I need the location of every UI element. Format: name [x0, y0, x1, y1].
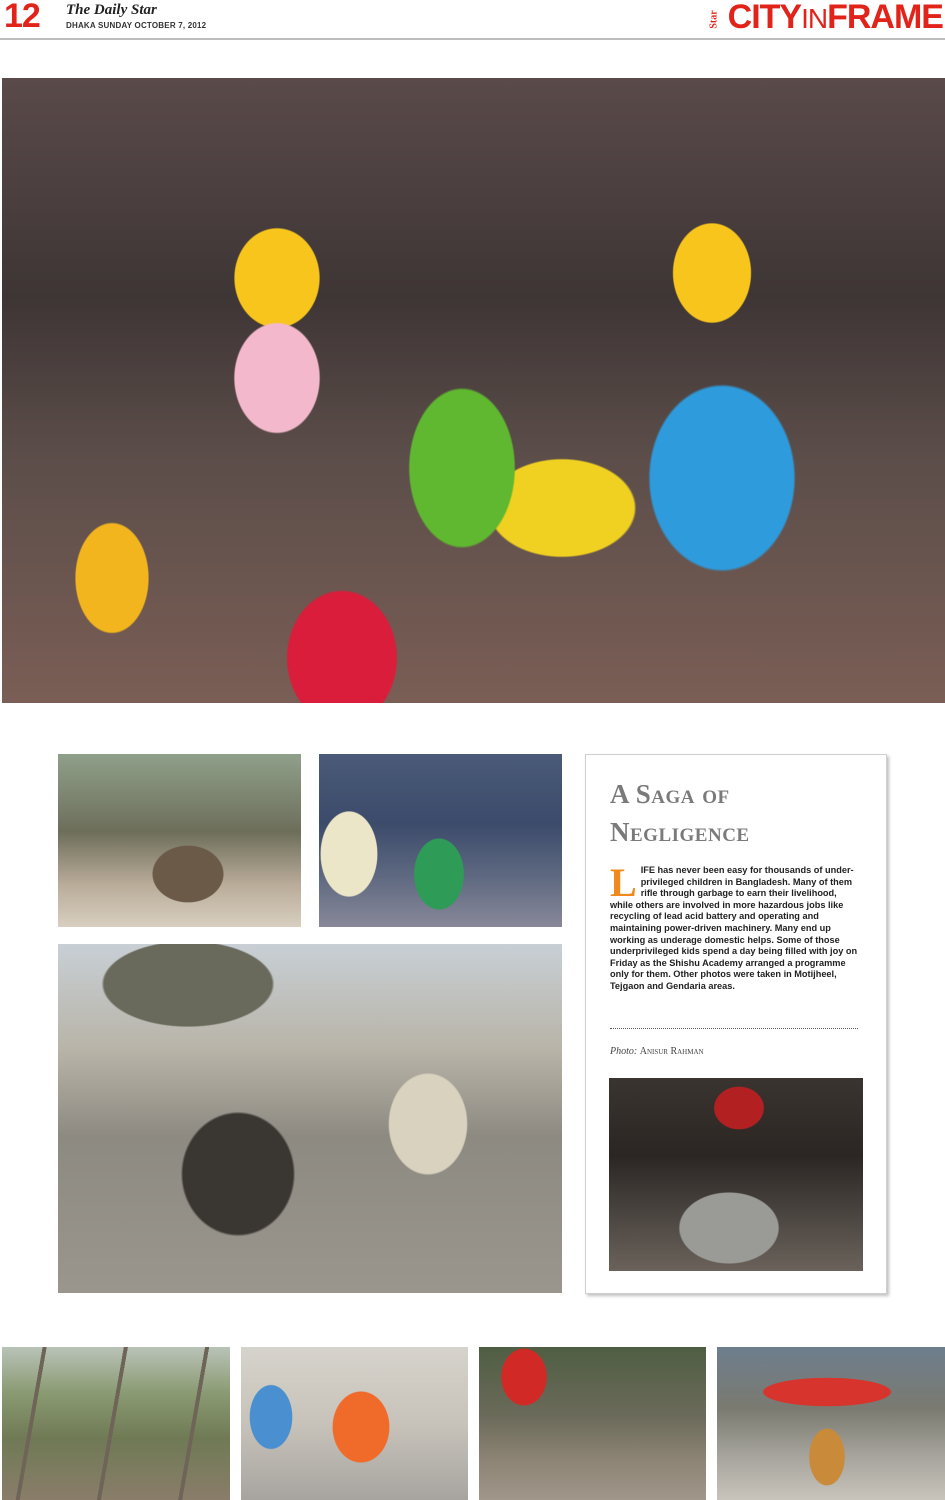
section-title — [705, 0, 943, 37]
article-headline — [610, 775, 870, 851]
divider — [610, 1028, 858, 1029]
section-word-in: IN — [801, 3, 828, 34]
article-text: IFE has never been easy for thousands of under-privileged children in Bangladesh. Many of them rifle through garbage to earn their livelihood, while others are involved in more hazardous jobs like recycling of lead acid battery and operating and maintaining power-driven machinery. Many end up working as underage domestic helps. Some of those underprivileged kids spend a day being filled with joy on Friday as the Shishu Academy arranged a programme only for them. Other photos were taken in Motijheel, Tejgaon and Gendaria areas. — [610, 865, 858, 991]
credit-name: Anisur Rahman — [639, 1046, 704, 1057]
headline-line-2: Negligence — [610, 817, 750, 847]
photo-monkey-show — [717, 1347, 945, 1500]
section-word-city: CITY — [727, 0, 802, 36]
drop-cap: L — [610, 860, 637, 905]
photo-drawing-children — [241, 1347, 468, 1500]
masthead: The Daily Star — [66, 2, 157, 18]
photo-garbage-boy — [58, 754, 301, 927]
photo-credit — [610, 1046, 704, 1057]
dateline: DHAKA SUNDAY OCTOBER 7, 2012 — [66, 21, 207, 30]
credit-label: Photo: — [610, 1046, 638, 1057]
photo-railway-children — [2, 1347, 230, 1500]
article-body — [610, 860, 860, 993]
photo-lathe-boy — [609, 1078, 863, 1271]
headline-line-1: A Saga of — [610, 779, 730, 809]
page-number: 12 — [4, 0, 40, 35]
photo-footpath-children — [479, 1347, 706, 1500]
page-header — [0, 0, 945, 40]
photo-rickshaw-boy — [58, 944, 562, 1293]
photo-car-window-boy — [319, 754, 562, 927]
star-logo: Star — [708, 10, 720, 29]
hero-photo — [2, 78, 945, 703]
section-word-frame: FRAME — [827, 0, 943, 36]
